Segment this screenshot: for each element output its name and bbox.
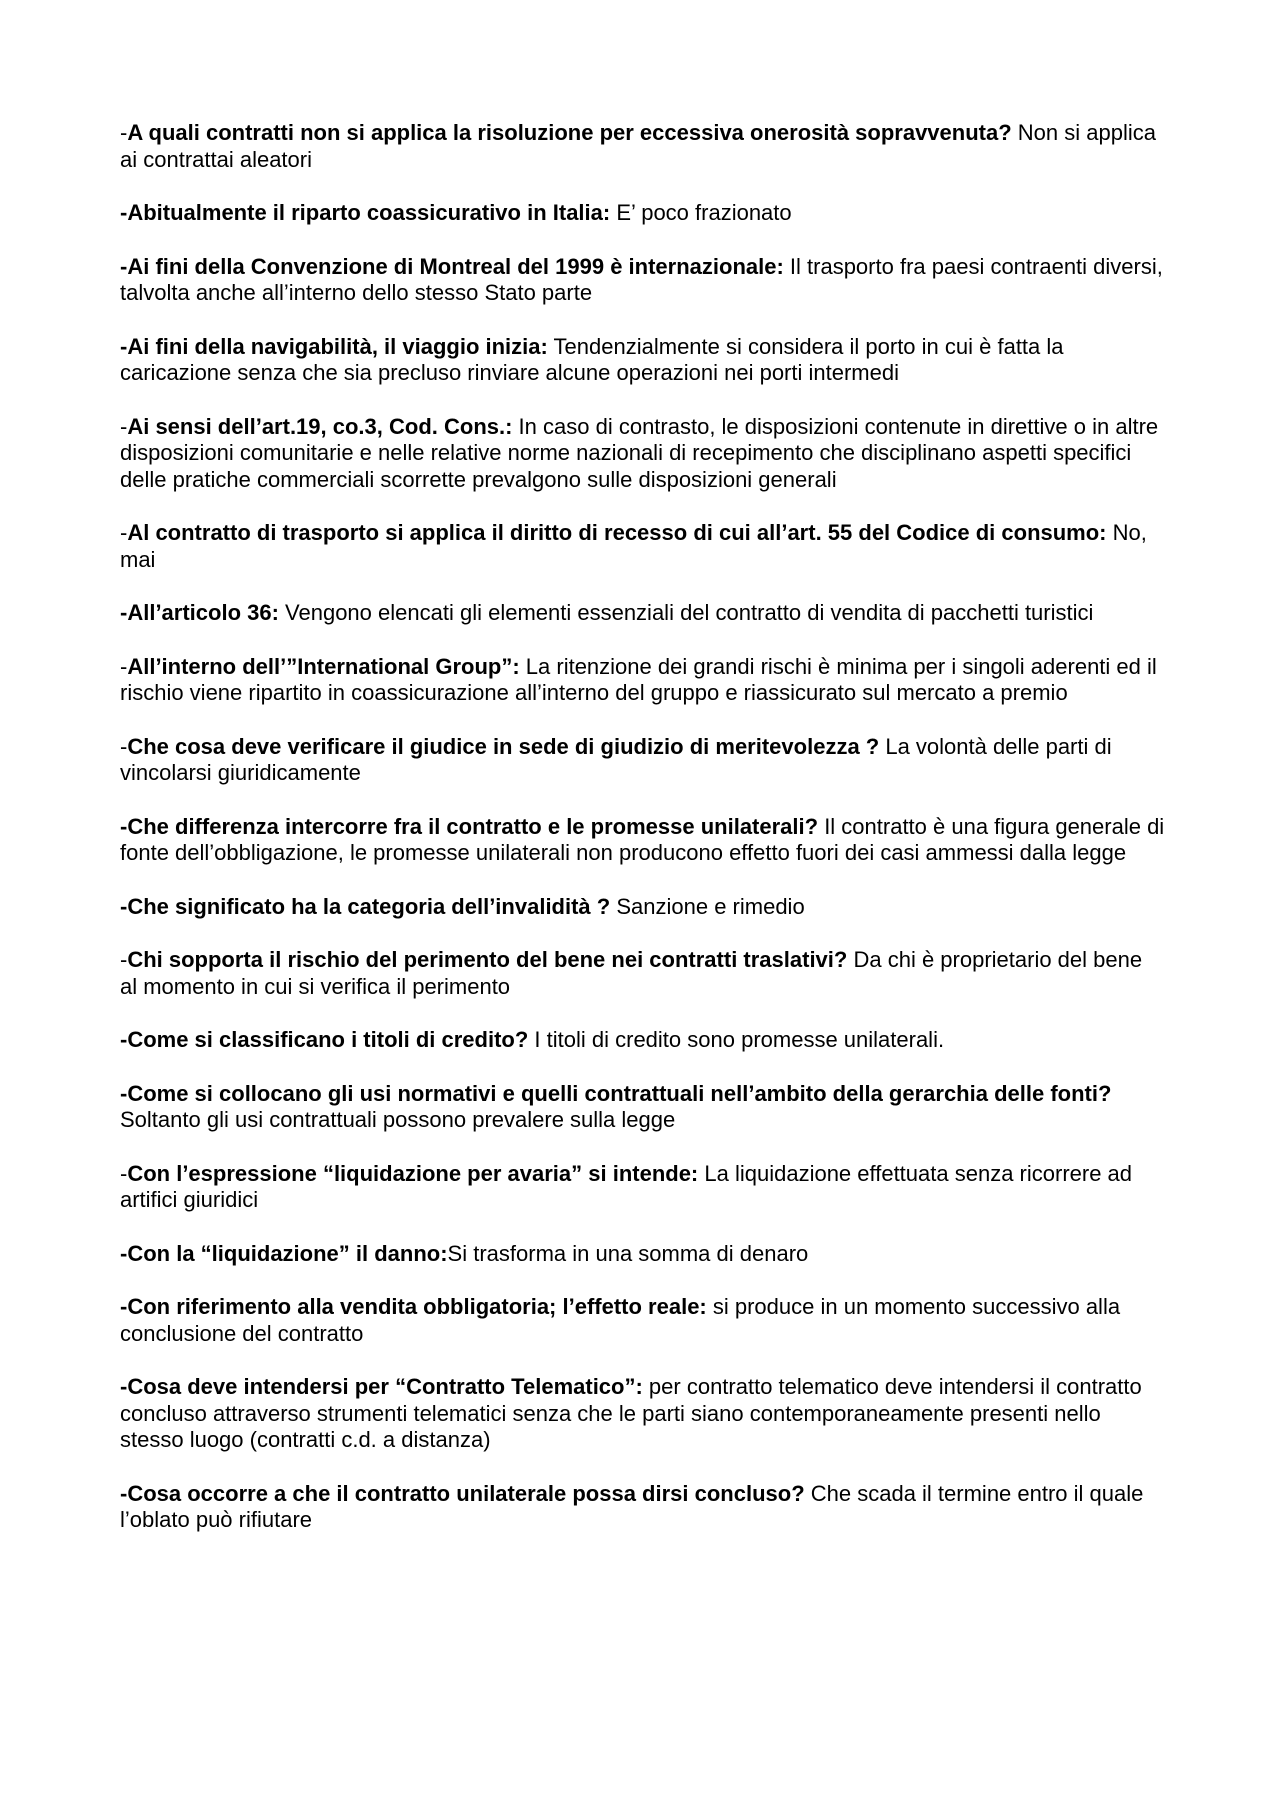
qa-entry-7 [120,600,1165,627]
qa-entry-2 [120,200,1165,227]
qa-entry-19 [120,1481,1165,1534]
entry-question: A quali contratti non si applica la risoluzione per eccessiva onerosità sopravvenuta? [127,120,1012,145]
entry-question: -Con riferimento alla vendita obbligatoria; l’effetto reale: [120,1294,707,1319]
entry-answer: Si trasforma in una somma di denaro [447,1240,809,1266]
entry-question: -Abitualmente il riparto coassicurativo in Italia: [120,200,611,225]
entry-question: -Cosa deve intendersi per “Contratto Telematico”: [120,1374,643,1399]
entry-question: All’interno dell’”International Group”: [127,653,520,679]
entry-answer: si produce in un momento successivo alla conclusione del contratto [120,1294,1121,1346]
entry-question: -Ai fini della navigabilità, il viaggio inizia: [120,333,548,359]
entry-question: -Come si classificano i titoli di credito? [120,1027,529,1052]
entry-dash: - [120,520,128,545]
entry-answer: La ritenzione dei grandi rischi è minima per i singoli aderenti ed il rischio viene ripartito in coassicurazione all’interno del gruppo e riassicurato sul mercato a premio [120,653,1157,705]
entry-dash: - [120,1160,128,1186]
entry-question: -Come si collocano gli usi normativi e quelli contrattuali nell’ambito della gerarchia delle fonti? [120,1080,1112,1106]
qa-entry-14 [120,1081,1165,1134]
entry-question: Al contratto di trasporto si applica il diritto di recesso di cui all’art. 55 del Codice di consumo: [127,520,1107,545]
qa-entry-5 [120,414,1165,494]
entry-answer: E’ poco frazionato [610,200,792,225]
entry-question: Con l’espressione “liquidazione per avaria” si intende: [127,1160,699,1186]
qa-entry-18 [120,1374,1165,1454]
qa-entry-6 [120,520,1165,573]
qa-entry-15 [120,1161,1165,1214]
qa-entry-16 [120,1241,1165,1268]
qa-entry-13 [120,1027,1165,1054]
entry-dash: - [120,947,128,972]
qa-entry-17 [120,1294,1165,1347]
entry-question: Chi sopporta il rischio del perimento del bene nei contratti traslativi? [127,947,848,972]
entry-question: -Cosa occorre a che il contratto unilaterale possa dirsi concluso? [120,1480,805,1506]
entry-answer: Tendenzialmente si considera il porto in cui è fatta la caricazione senza che sia precluso rinviare alcune operazioni nei porti intermedi [120,333,1064,385]
entry-question: -Che significato ha la categoria dell’invalidità ? [120,893,611,919]
entry-answer: Vengono elencati gli elementi essenziali del contratto di vendita di pacchetti turistici [278,600,1094,625]
entry-answer: per contratto telematico deve intendersi il contratto concluso attraverso strumenti telematici senza che le parti siano contemporaneamente presenti nello stesso luogo (contratti c.d. a distanza) [120,1374,1142,1452]
entry-dash: - [120,653,128,679]
qa-entry-12 [120,947,1165,1000]
entry-question: -Ai fini della Convenzione di Montreal del 1999 è internazionale: [120,253,784,279]
entry-question: -All’articolo 36: [120,600,279,625]
entry-answer: Il contratto è una figura generale di fonte dell’obbligazione, le promesse unilaterali non producono effetto fuori dei casi ammessi dalla legge [120,813,1165,865]
entry-answer: Il trasporto fra paesi contraenti diversi, talvolta anche all’interno dello stesso Stato parte [120,253,1163,305]
qa-entry-1 [120,120,1165,173]
entry-answer: Non si applica ai contrattai aleatori [120,120,1156,172]
entry-question: -Che differenza intercorre fra il contratto e le promesse unilaterali? [120,813,819,839]
document-page [120,120,1165,1561]
entry-question: Che cosa deve verificare il giudice in sede di giudizio di meritevolezza ? [127,733,880,759]
entry-answer: Soltanto gli usi contrattuali possono prevalere sulla legge [120,1107,676,1132]
entry-question: -Con la “liquidazione” il danno: [120,1240,448,1266]
entry-answer: Da chi è proprietario del bene al momento in cui si verifica il perimento [120,947,1143,999]
qa-entry-3 [120,254,1165,307]
qa-entry-8 [120,654,1165,707]
qa-entry-10 [120,814,1165,867]
entry-answer: In caso di contrasto, le disposizioni contenute in direttive o in altre disposizioni comunitarie e nelle relative norme nazionali di recepimento che disciplinano aspetti specifici delle pratiche commerciali scorrette prevalgono sulle disposizioni generali [120,413,1159,492]
entry-answer: La volontà delle parti di vincolarsi giuridicamente [120,733,1112,785]
qa-entry-4 [120,334,1165,387]
entry-answer: Che scada il termine entro il quale l’oblato può rifiutare [120,1480,1144,1532]
entry-answer: La liquidazione effettuata senza ricorrere ad artifici giuridici [120,1160,1133,1212]
entry-dash: - [120,733,128,759]
entry-answer: I titoli di credito sono promesse unilaterali. [528,1027,945,1052]
entry-dash: - [120,120,128,145]
entry-question: Ai sensi dell’art.19, co.3, Cod. Cons.: [127,413,513,439]
entry-answer: Sanzione e rimedio [610,893,805,919]
entry-answer: No, mai [120,520,1147,572]
qa-entry-11 [120,894,1165,921]
qa-entry-9 [120,734,1165,787]
entry-dash: - [120,413,128,439]
